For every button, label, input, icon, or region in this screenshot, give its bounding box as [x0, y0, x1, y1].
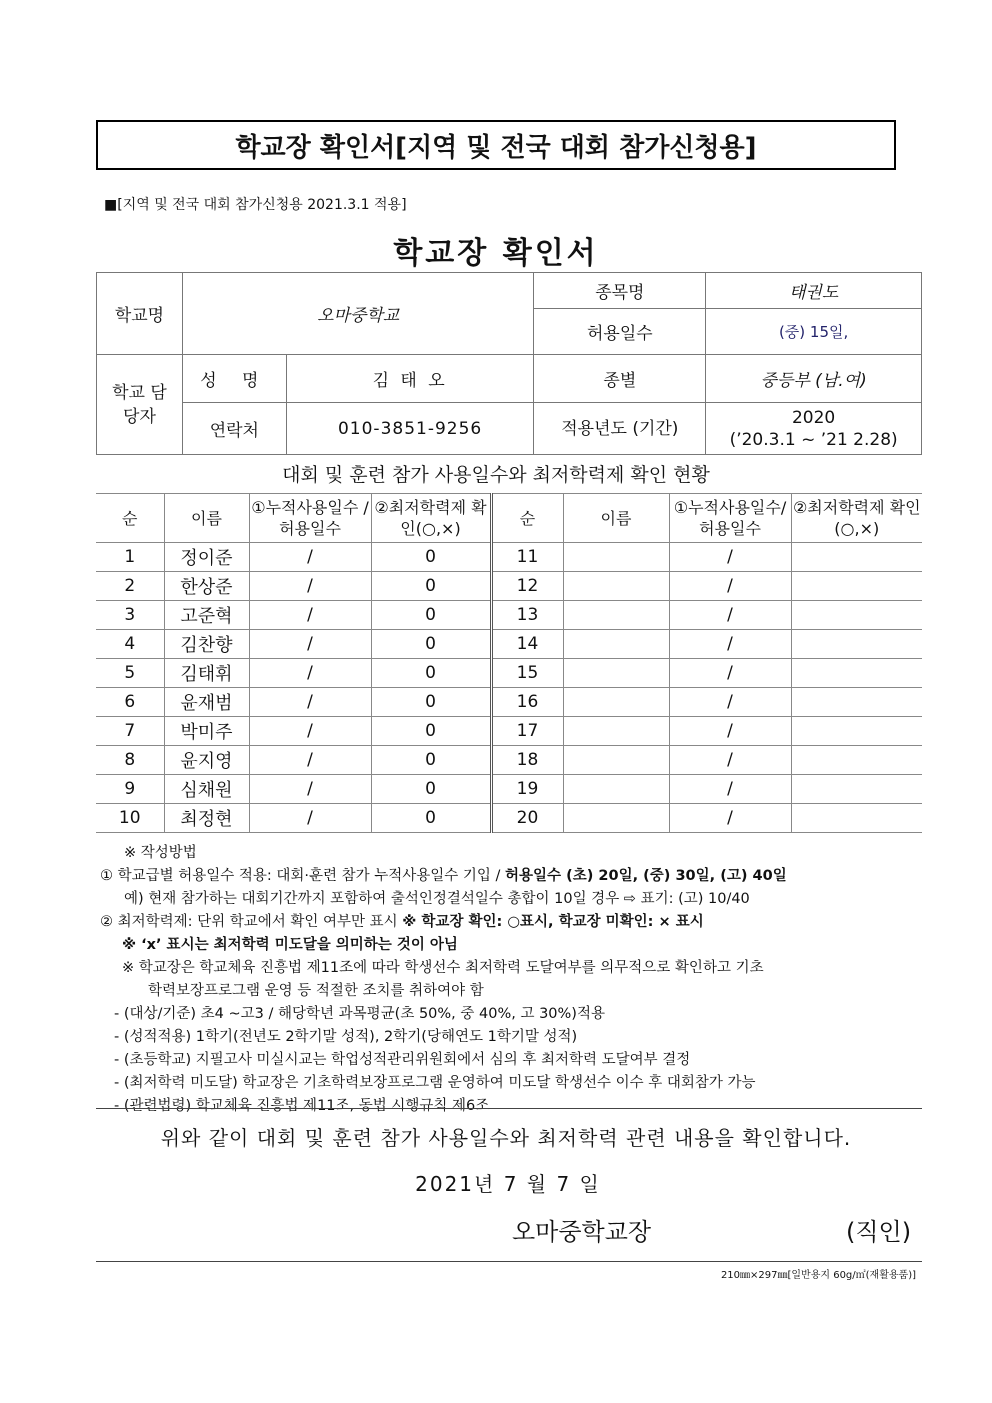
table-cell: / [669, 775, 791, 804]
event-value: 태권도 [706, 273, 922, 309]
main-title: 학교장 확인서 [393, 236, 599, 271]
table-cell: 3 [96, 601, 164, 630]
table-cell: 12 [491, 572, 563, 601]
table-row [96, 543, 922, 572]
name-label: 성 명 [182, 355, 286, 403]
period-value: (’20.3.1 ~ ’21 2.28) [729, 429, 898, 450]
table-cell: 0 [371, 543, 491, 572]
contact-value: 010-3851-9256 [286, 403, 534, 455]
table-cell: 0 [371, 804, 491, 833]
col-header: ①누적사용일수 /허용일수 [249, 494, 371, 543]
issue-date: 2021년 7 월 7 일 [415, 1172, 601, 1196]
table-cell [791, 572, 922, 601]
table-cell: / [249, 543, 371, 572]
col-header: 이름 [164, 494, 249, 543]
table-cell [791, 804, 922, 833]
table-cell: / [669, 717, 791, 746]
note-detail: - (최저학력 미도달) 학교장은 기초학력보장프로그램 운영하여 미도달 학생선수 이수 후 대회참가 가능 [114, 1075, 756, 1091]
table-cell: / [249, 804, 371, 833]
table-cell [791, 543, 922, 572]
table-cell: / [249, 775, 371, 804]
table-cell: / [669, 746, 791, 775]
note-detail: - (관련법령) 학교체육 진흥법 제11조, 동법 시행규칙 제6조 [114, 1098, 490, 1114]
table-cell: 18 [491, 746, 563, 775]
note-item: ② 최저학력제: 단위 학교에서 확인 여부만 표시 ※ 학교장 확인: ○표시, 학교장 미확인: × 표시 [100, 914, 704, 930]
table-cell: 4 [96, 630, 164, 659]
name-value: 김 태 오 [286, 355, 534, 403]
col-header: ②최저학력제 확인(○,×) [371, 494, 491, 543]
table-cell [563, 775, 669, 804]
table-cell: 0 [371, 775, 491, 804]
table-cell: / [669, 804, 791, 833]
table-cell: / [249, 572, 371, 601]
table-row [96, 688, 922, 717]
signer: 오마중학교장 [512, 1218, 652, 1246]
table-cell: 윤재범 [164, 688, 249, 717]
note-example: 예) 현재 참가하는 대회기간까지 포함하여 출석인정결석일수 총합이 10일 경우 ⇨ 표기: (고) 10/40 [124, 891, 750, 907]
table-cell: 15 [491, 659, 563, 688]
table-cell: 6 [96, 688, 164, 717]
table-cell: 0 [371, 572, 491, 601]
table-cell: 13 [491, 601, 563, 630]
table-cell: 0 [371, 630, 491, 659]
table-row [96, 659, 922, 688]
table-cell: / [249, 688, 371, 717]
table-cell: 박미주 [164, 717, 249, 746]
notes-heading: ※ 작성방법 [124, 845, 197, 861]
paper-spec: 210㎜×297㎜[일반용지 60g/㎡(재활용품)] [720, 1270, 916, 1281]
table-cell [791, 717, 922, 746]
divider [96, 1108, 922, 1109]
confirmation-statement: 위와 같이 대회 및 훈련 참가 사용일수와 최저학력 관련 내용을 확인합니다. [160, 1126, 852, 1150]
table-cell: 19 [491, 775, 563, 804]
table-cell: 20 [491, 804, 563, 833]
table-header-row [96, 494, 922, 543]
days-label: 허용일수 [534, 309, 706, 355]
usage-table [96, 493, 922, 833]
table-cell: 14 [491, 630, 563, 659]
days-value: (중) 15일, [706, 309, 922, 355]
official-seal-label: (직인) [846, 1218, 912, 1246]
table-cell: 0 [371, 717, 491, 746]
school-label: 학교명 [97, 273, 183, 355]
table-cell: / [669, 601, 791, 630]
table-cell: 0 [371, 659, 491, 688]
table-cell: / [669, 688, 791, 717]
col-header: 이름 [563, 494, 669, 543]
table-cell [791, 688, 922, 717]
table-cell: / [249, 630, 371, 659]
table-cell: / [669, 572, 791, 601]
table-cell: 2 [96, 572, 164, 601]
table-cell: 9 [96, 775, 164, 804]
table-cell [791, 659, 922, 688]
table-cell: / [249, 659, 371, 688]
event-label: 종목명 [534, 273, 706, 309]
category-label: 종별 [534, 355, 706, 403]
table-cell: / [249, 746, 371, 775]
note-detail: - (성적적용) 1학기(전년도 2학기말 성적), 2학기(당해연도 1학기말 성적) [114, 1029, 578, 1045]
table-cell [563, 572, 669, 601]
table-cell: 5 [96, 659, 164, 688]
table-cell: 정이준 [164, 543, 249, 572]
table-cell: 윤지영 [164, 746, 249, 775]
table-cell: 김태휘 [164, 659, 249, 688]
table-cell [563, 804, 669, 833]
table-cell [791, 601, 922, 630]
table-cell: 0 [371, 601, 491, 630]
table-cell: 17 [491, 717, 563, 746]
manager-label: 학교 담당자 [97, 355, 183, 455]
table-cell [563, 659, 669, 688]
table-cell: 16 [491, 688, 563, 717]
school-value: 오마중학교 [182, 273, 534, 355]
table-cell: 한상준 [164, 572, 249, 601]
table-cell: 7 [96, 717, 164, 746]
section-title: 대회 및 훈련 참가 사용일수와 최저학력제 확인 현황 [282, 464, 710, 486]
table-cell [563, 543, 669, 572]
table-cell [563, 601, 669, 630]
table-row [96, 775, 922, 804]
col-header: 순 [96, 494, 164, 543]
note-detail: - (대상/기준) 초4 ~고3 / 해당학년 과목평균(초 50%, 중 40%, 고 30%)적용 [114, 1006, 605, 1022]
table-cell: 0 [371, 688, 491, 717]
table-cell: / [669, 543, 791, 572]
note-item: ① 학교급별 허용일수 적용: 대회·훈련 참가 누적사용일수 기입 / 허용일수 (초) 20일, (중) 30일, (고) 40일 [100, 868, 787, 884]
table-cell: 심채원 [164, 775, 249, 804]
table-cell [563, 688, 669, 717]
year-label: 적용년도 (기간) [534, 403, 706, 455]
table-cell: 최정현 [164, 804, 249, 833]
table-cell [791, 746, 922, 775]
table-cell [791, 630, 922, 659]
table-cell: 11 [491, 543, 563, 572]
note-item: ※ 학교장은 학교체육 진흥법 제11조에 따라 학생선수 최저학력 도달여부를 의무적으로 확인하고 기초 [122, 960, 764, 976]
category-value: 중등부 (남.여) [706, 355, 922, 403]
table-cell: / [249, 717, 371, 746]
col-header: ②최저학력제 확인(○,×) [791, 494, 922, 543]
note-item: ※ ‘x’ 표시는 최저학력 미도달을 의미하는 것이 아님 [122, 937, 458, 953]
contact-label: 연락처 [182, 403, 286, 455]
table-cell: 10 [96, 804, 164, 833]
table-row [96, 746, 922, 775]
instructions [100, 842, 930, 1118]
table-cell: / [249, 601, 371, 630]
table-cell [791, 775, 922, 804]
year-cell [706, 403, 922, 455]
table-cell: 고준혁 [164, 601, 249, 630]
table-cell: 0 [371, 746, 491, 775]
table-cell: / [669, 630, 791, 659]
table-cell: 김찬향 [164, 630, 249, 659]
table-cell: 1 [96, 543, 164, 572]
table-cell [563, 630, 669, 659]
table-row [96, 601, 922, 630]
table-row [96, 630, 922, 659]
table-cell: 8 [96, 746, 164, 775]
table-row [96, 572, 922, 601]
table-cell [563, 746, 669, 775]
form-version-note: ■[지역 및 전국 대회 참가신청용 2021.3.1 적용] [104, 197, 407, 213]
col-header: ①누적사용일수/ 허용일수 [669, 494, 791, 543]
col-header: 순 [491, 494, 563, 543]
table-cell: / [669, 659, 791, 688]
table-cell [563, 717, 669, 746]
school-info-table [96, 272, 922, 455]
note-item: 학력보장프로그램 운영 등 적절한 조치를 취하여야 함 [148, 983, 484, 999]
table-row [96, 804, 922, 833]
divider [96, 1261, 922, 1262]
document-title: 학교장 확인서[지역 및 전국 대회 참가신청용] [96, 120, 896, 170]
note-detail: - (초등학교) 지필고사 미실시교는 학업성적관리위원회에서 심의 후 최저학력 도달여부 결정 [114, 1052, 691, 1068]
table-row [96, 717, 922, 746]
year-value: 2020 [791, 407, 836, 428]
